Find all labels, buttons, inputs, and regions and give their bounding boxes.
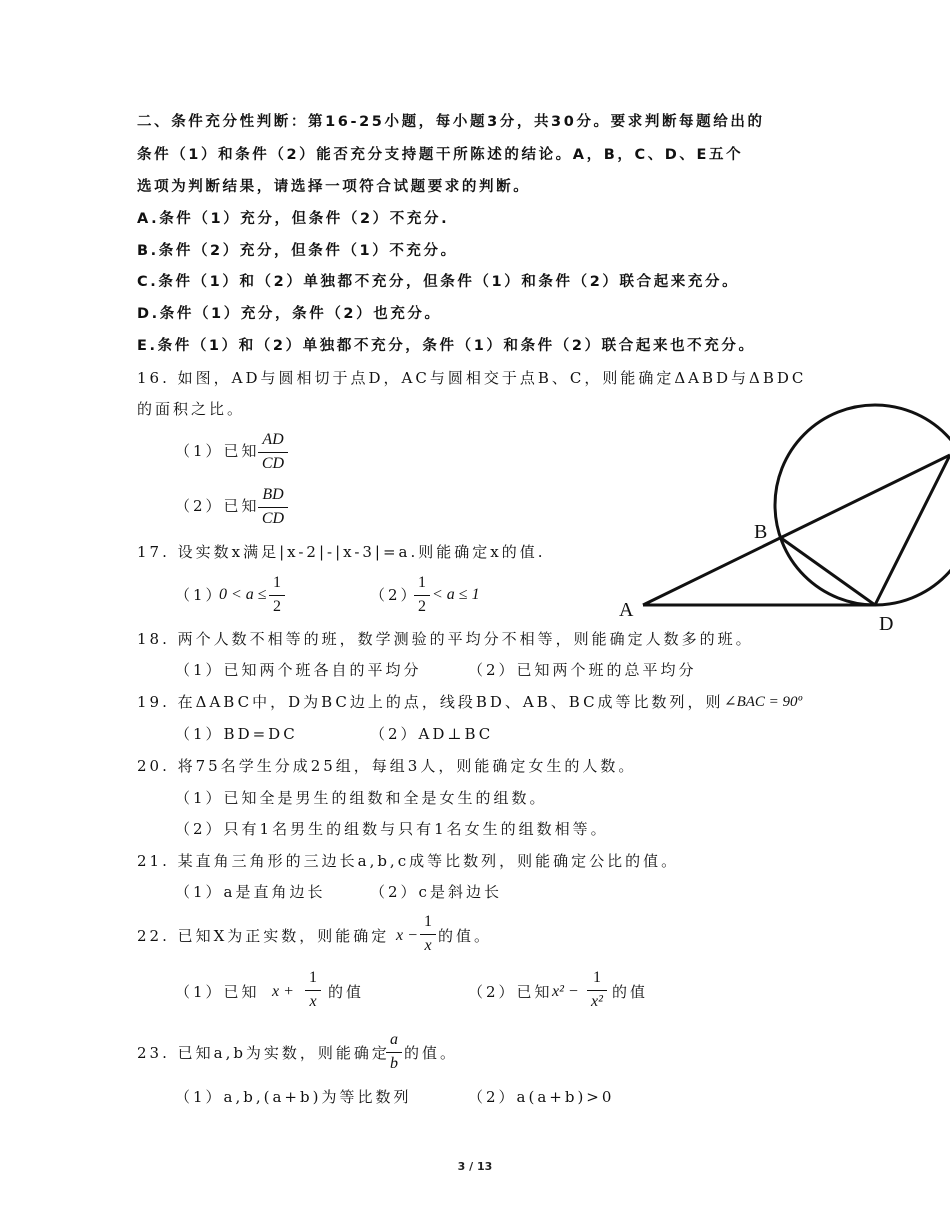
fraction-bar	[587, 990, 607, 991]
q17-condition2-label: （2）	[370, 586, 419, 604]
q19-condition1: （1）BD=DC	[175, 725, 298, 743]
fraction-bar	[420, 934, 436, 935]
q22-condition1-expr: x +	[272, 983, 294, 1000]
q18-condition1: （1）已知两个班各自的平均分	[175, 661, 422, 679]
q17-c1-denominator: 2	[273, 598, 281, 615]
option-b: B.条件（2）充分，但条件（1）不充分。	[137, 243, 458, 259]
label-b: B	[754, 521, 768, 543]
q16-c1-denominator: CD	[261, 455, 285, 472]
q19-stem: 19. 在ΔABC中，D为BC边上的点，线段BD、AB、BC成等比数列，则	[137, 693, 724, 711]
q17-condition1-expr: 0 < a ≤	[219, 586, 267, 603]
label-a: A	[619, 599, 634, 621]
q22-condition1-label: （1）已知	[175, 983, 260, 1001]
q22-c1-denominator: x	[309, 993, 317, 1010]
q16-stem-line2: 的面积之比。	[137, 400, 246, 418]
q20-condition1: （1）已知全是男生的组数和全是女生的组数。	[175, 789, 548, 807]
q22-stem-fraction	[420, 913, 436, 955]
q22-condition2-expr: x² −	[552, 983, 579, 1000]
q20-condition2: （2）只有1名男生的组数与只有1名女生的组数相等。	[175, 820, 609, 838]
q22-stem-denominator: x	[424, 937, 432, 954]
fraction-bar	[269, 595, 285, 596]
option-e: E.条件（1）和（2）单独都不充分，条件（1）和条件（2）联合起来也不充分。	[137, 338, 756, 354]
q17-c2-denominator: 2	[418, 598, 426, 615]
q22-condition1-fraction	[305, 969, 321, 1011]
q23-stem-suffix: 的值。	[404, 1044, 459, 1062]
q17-c1-numerator: 1	[273, 574, 281, 591]
fraction-bar	[258, 507, 288, 508]
fraction-bar	[258, 452, 288, 453]
q21-stem: 21. 某直角三角形的三边长a,b,c成等比数列，则能确定公比的值。	[137, 852, 680, 870]
q18-condition2: （2）已知两个班的总平均分	[468, 661, 697, 679]
q22-condition2-label: （2）已知	[468, 983, 553, 1001]
section-instructions-line1: 二、条件充分性判断：第16-25小题，每小题3分，共30分。要求判断每题给出的	[137, 114, 765, 130]
q19-formula: ∠BAC = 90º	[724, 694, 803, 710]
q16-stem-line1: 16. 如图，AD与圆相切于点D，AC与圆相交于点B、C，则能确定ΔABD与ΔBDC	[137, 369, 807, 387]
q22-stem: 22. 已知X为正实数，则能确定	[137, 927, 390, 945]
q17-stem: 17. 设实数x满足|x-2|-|x-3|=a.则能确定x的值.	[137, 543, 546, 561]
q16-condition1-label: （1）已知	[175, 442, 260, 460]
q22-c2-denominator: x²	[591, 993, 603, 1010]
q16-c2-denominator: CD	[261, 510, 285, 527]
q18-stem: 18. 两个人数不相等的班，数学测验的平均分不相等，则能确定人数多的班。	[137, 630, 754, 648]
q21-condition1: （1）a是直角边长	[175, 883, 326, 901]
q17-condition1-fraction	[269, 574, 285, 616]
q20-stem: 20. 将75名学生分成25组，每组3人，则能确定女生的人数。	[137, 757, 637, 775]
q19-condition2: （2）AD⊥BC	[370, 725, 494, 743]
q22-c1-numerator: 1	[309, 969, 317, 986]
q23-condition2: （2）a(a+b)>0	[468, 1088, 615, 1106]
q17-condition2-fraction	[414, 574, 430, 616]
q23-stem: 23. 已知a,b为实数，则能确定	[137, 1044, 390, 1062]
q22-condition2-suffix: 的值	[612, 983, 649, 1001]
q22-condition1-suffix: 的值	[328, 983, 365, 1001]
q17-c2-numerator: 1	[418, 574, 426, 591]
page-number: 3 / 13	[457, 1160, 493, 1173]
q17-condition1-label: （1）	[175, 586, 224, 604]
option-a: A.条件（1）充分，但条件（2）不充分.	[137, 211, 450, 227]
q16-c2-numerator: BD	[262, 486, 284, 503]
q22-c2-numerator: 1	[593, 969, 601, 986]
q22-stem-expr: x −	[396, 927, 418, 944]
q16-condition1-fraction	[258, 431, 288, 473]
label-d: D	[879, 613, 894, 635]
q16-condition2-fraction	[258, 486, 288, 528]
q22-condition2-fraction	[587, 969, 607, 1011]
q21-condition2: （2）c是斜边长	[370, 883, 502, 901]
q23-stem-denominator: b	[390, 1055, 398, 1072]
option-d: D.条件（1）充分，条件（2）也充分。	[137, 306, 442, 322]
section-instructions-line2: 条件（1）和条件（2）能否充分支持题干所陈述的结论。A，B，C、D、E五个	[137, 147, 744, 163]
q23-stem-fraction	[386, 1031, 402, 1073]
fraction-bar	[386, 1052, 402, 1053]
q22-stem-numerator: 1	[424, 913, 432, 930]
fraction-bar	[305, 990, 321, 991]
q17-condition2-expr: < a ≤ 1	[432, 586, 480, 603]
tangent-circle-figure	[600, 400, 950, 640]
q23-stem-numerator: a	[390, 1031, 398, 1048]
section-instructions-line3: 选项为判断结果，请选择一项符合试题要求的判断。	[137, 179, 531, 195]
fraction-bar	[414, 595, 430, 596]
option-c: C.条件（1）和（2）单独都不充分，但条件（1）和条件（2）联合起来充分。	[137, 274, 740, 290]
q16-condition2-label: （2）已知	[175, 497, 260, 515]
q22-stem-suffix: 的值。	[438, 927, 493, 945]
q16-c1-numerator: AD	[262, 431, 284, 448]
q23-condition1: （1）a,b,(a+b)为等比数列	[175, 1088, 412, 1106]
